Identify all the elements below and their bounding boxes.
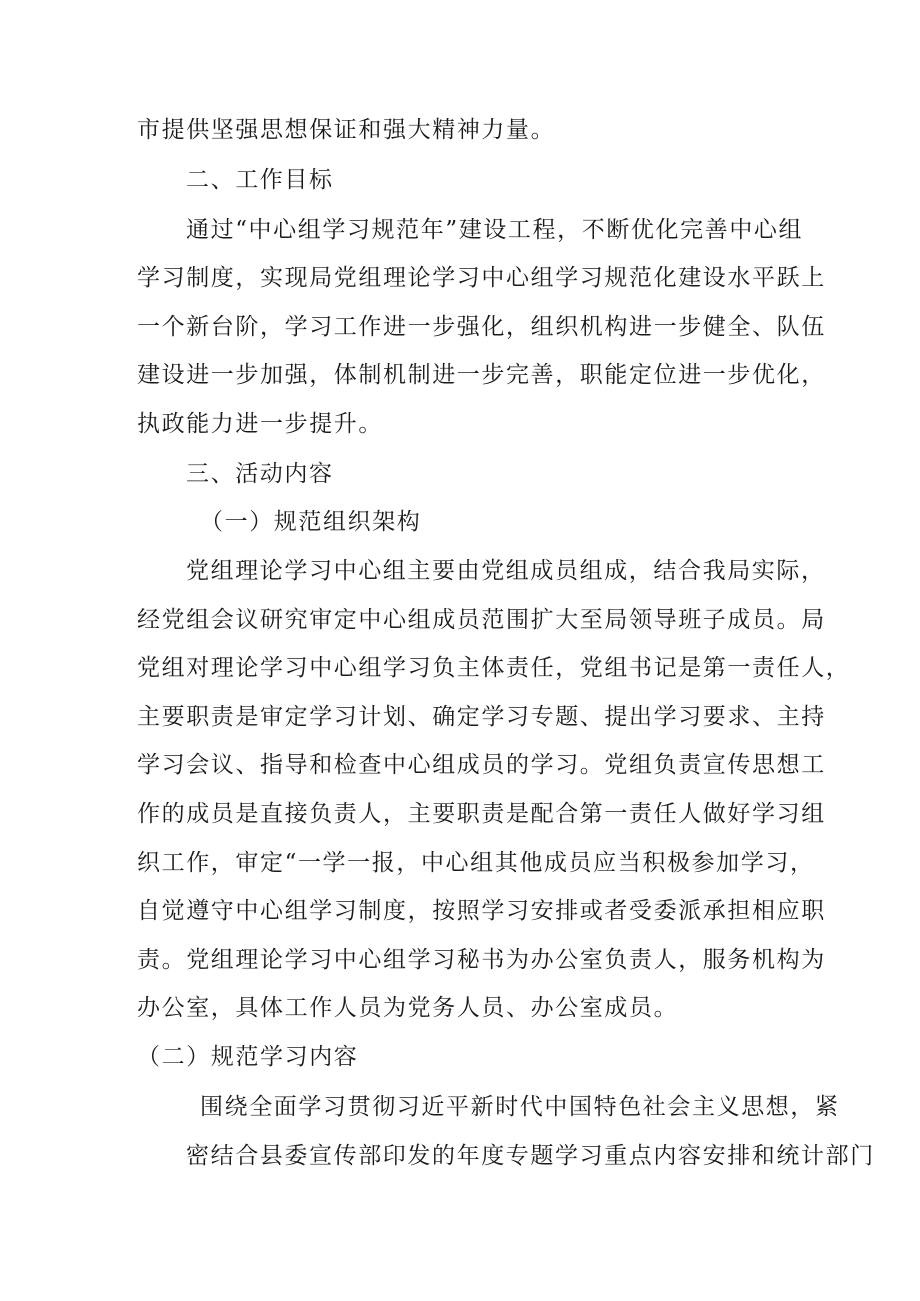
paragraph-line: 围绕全面学习贯彻习近平新时代中国特色社会主义思想，紧 [200,1094,840,1120]
paragraph-line: 经党组会议研究审定中心组成员范围扩大至局领导班子成员。局 [137,607,826,633]
paragraph-line: 密结合县委宣传部印发的年度专题学习重点内容安排和统计部门 [186,1143,875,1169]
section-heading-activity-content: 三、活动内容 [186,461,334,487]
paragraph-line: 责。党组理论学习中心组学习秘书为办公室负责人，服务机构为 [137,947,826,973]
subsection-heading-organization: （一）规范组织架构 [200,509,422,535]
paragraph-line: 学习会议、指导和检查中心组成员的学习。党组负责宣传思想工 [137,752,826,778]
subsection-heading-learning-content: （二）规范学习内容 [137,1044,359,1070]
paragraph-line: 通过“中心组学习规范年”建设工程，不断优化完善中心组 [186,217,804,243]
paragraph-line: 作的成员是直接负责人，主要职责是配合第一责任人做好学习组 [137,801,826,827]
paragraph-line: 一个新台阶，学习工作进一步强化，组织机构进一步健全、队伍 [137,314,826,340]
paragraph-line: 织工作，审定“一学一报，中心组其他成员应当积极参加学习， [137,850,815,876]
paragraph-line: 主要职责是审定学习计划、确定学习专题、提出学习要求、主持 [137,704,826,730]
paragraph-line: 市提供坚强思想保证和强大精神力量。 [137,117,556,143]
paragraph-line: 建设进一步加强，体制机制进一步完善，职能定位进一步优化， [137,362,826,388]
section-heading-work-goals: 二、工作目标 [186,167,334,193]
paragraph-line: 执政能力进一步提升。 [137,411,383,437]
paragraph-line: 学习制度，实现局党组理论学习中心组学习规范化建设水平跃上 [137,265,826,291]
paragraph-line: 办公室，具体工作人员为党务人员、办公室成员。 [137,995,679,1021]
paragraph-line: 自觉遵守中心组学习制度，按照学习安排或者受委派承担相应职 [137,898,826,924]
paragraph-line: 党组对理论学习中心组学习负主体责任，党组书记是第一责任人， [137,655,851,681]
paragraph-line: 党组理论学习中心组主要由党组成员组成，结合我局实际， [186,558,826,584]
